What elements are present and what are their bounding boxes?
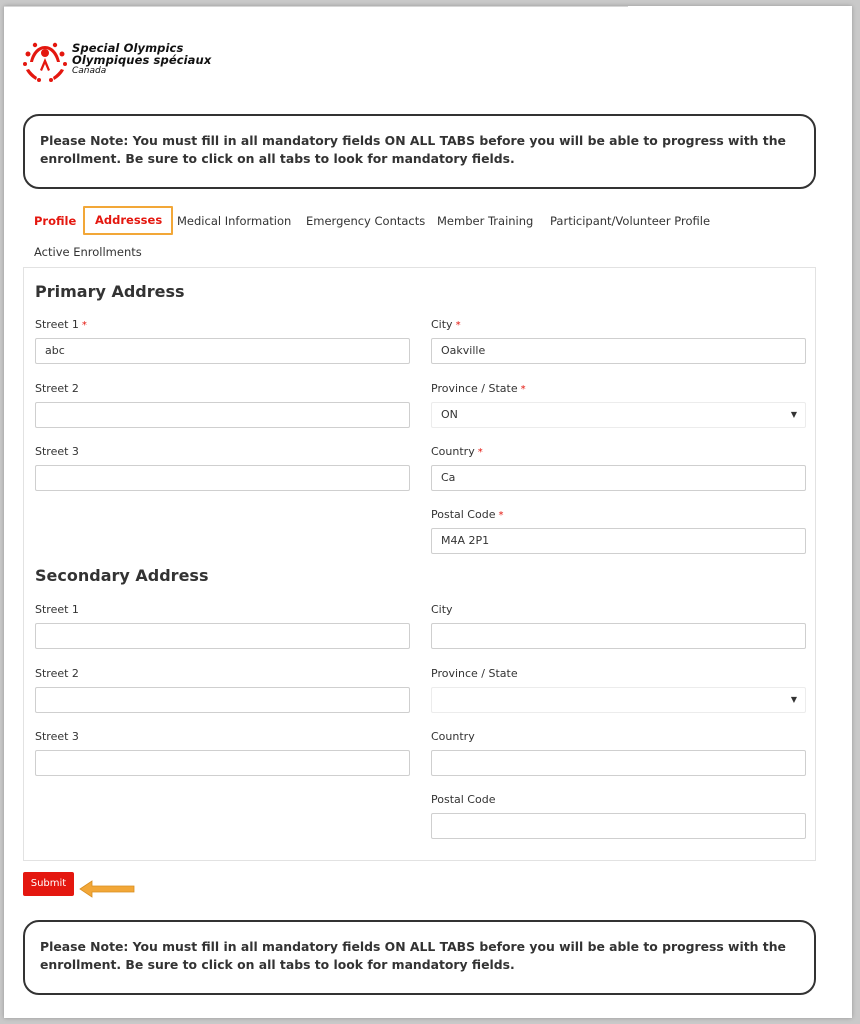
caret-down-icon: ▼: [790, 410, 797, 419]
tab-emergency-contacts[interactable]: Emergency Contacts: [306, 214, 426, 228]
secondary-street1-input[interactable]: [35, 623, 410, 649]
brand-line-1: Special Olympics: [72, 41, 184, 55]
secondary-country-input[interactable]: [431, 750, 806, 776]
special-olympics-logo-icon: [22, 40, 68, 84]
primary-street1-input[interactable]: abc: [35, 338, 410, 364]
primary-postal-label: Postal Code *: [431, 508, 504, 521]
secondary-postal-label: Postal Code: [431, 793, 496, 806]
tab-member-training[interactable]: Member Training: [437, 214, 534, 228]
required-marker: *: [81, 320, 87, 331]
primary-street3-label: Street 3: [35, 445, 79, 458]
tab-participant-volunteer-profile[interactable]: Participant/Volunteer Profile: [550, 214, 711, 228]
mandatory-fields-notice-top: Please Note: You must fill in all mandatory fields ON ALL TABS before you will be able to progress with the enrollment. Be sure to click on all tabs to look for mandatory fields.: [23, 114, 816, 189]
tab-addresses[interactable]: Addresses: [83, 206, 173, 235]
brand-text: [72, 42, 211, 76]
required-marker: *: [477, 447, 483, 458]
mandatory-fields-notice-bottom: Please Note: You must fill in all mandatory fields ON ALL TABS before you will be able to progress with the enrollment. Be sure to click on all tabs to look for mandatory fields.: [23, 920, 816, 995]
primary-street3-input[interactable]: [35, 465, 410, 491]
primary-country-label: Country *: [431, 445, 483, 458]
primary-address-title: Primary Address: [35, 282, 185, 301]
top-divider: [4, 6, 628, 7]
secondary-country-label: Country: [431, 730, 475, 743]
brand-line-2: Olympiques spéciaux: [72, 53, 212, 67]
secondary-postal-input[interactable]: [431, 813, 806, 839]
primary-street1-label: Street 1 *: [35, 318, 87, 331]
primary-country-input[interactable]: Ca: [431, 465, 806, 491]
page: [4, 6, 852, 1018]
required-marker: *: [498, 510, 504, 521]
primary-city-input[interactable]: Oakville: [431, 338, 806, 364]
tab-medical-information[interactable]: Medical Information: [177, 214, 292, 228]
secondary-city-label: City: [431, 603, 453, 616]
primary-street2-input[interactable]: [35, 402, 410, 428]
secondary-street2-input[interactable]: [35, 687, 410, 713]
tab-profile[interactable]: Profile: [34, 214, 77, 228]
secondary-street3-input[interactable]: [35, 750, 410, 776]
secondary-street1-label: Street 1: [35, 603, 79, 616]
secondary-province-label: Province / State: [431, 667, 518, 680]
primary-street2-label: Street 2: [35, 382, 79, 395]
primary-city-label: City *: [431, 318, 461, 331]
primary-province-label: Province / State *: [431, 382, 526, 395]
pointer-arrow-icon: [76, 878, 138, 900]
brand-line-3: Canada: [72, 66, 107, 76]
required-marker: *: [455, 320, 461, 331]
caret-down-icon: ▼: [790, 695, 797, 704]
tab-active-enrollments[interactable]: Active Enrollments: [34, 245, 142, 259]
secondary-street3-label: Street 3: [35, 730, 79, 743]
address-form-panel: [23, 267, 816, 861]
secondary-address-title: Secondary Address: [35, 566, 209, 585]
required-marker: *: [520, 384, 526, 395]
submit-button[interactable]: Submit: [23, 872, 74, 896]
primary-postal-input[interactable]: M4A 2P1: [431, 528, 806, 554]
secondary-city-input[interactable]: [431, 623, 806, 649]
brand-logo: [22, 40, 211, 84]
secondary-province-select[interactable]: [431, 687, 806, 713]
primary-province-select[interactable]: [431, 402, 806, 428]
secondary-street2-label: Street 2: [35, 667, 79, 680]
primary-province-value: ON: [441, 408, 458, 421]
